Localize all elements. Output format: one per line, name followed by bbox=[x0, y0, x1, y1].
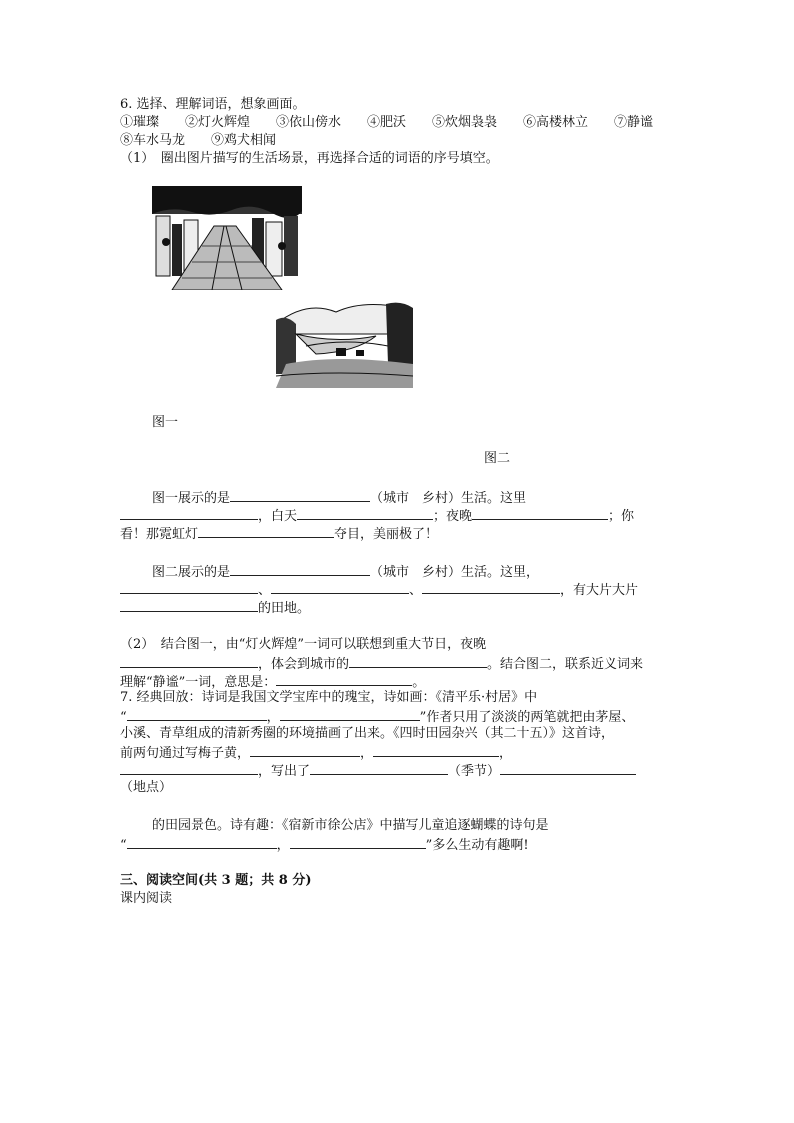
section-3-title: 三、阅读空间(共 3 题；共 8 分) bbox=[120, 873, 312, 888]
fig1-paragraph-line-2: ，白天 ；夜晚 ；你 bbox=[120, 506, 634, 526]
answer-blank[interactable] bbox=[120, 761, 258, 775]
sub-question-2-line-3: 理解“静谧”一词，意思是： 。 bbox=[120, 672, 425, 692]
answer-blank[interactable] bbox=[310, 761, 448, 775]
question-7-line-7: “ ， ”多么生动有趣啊! bbox=[120, 835, 529, 855]
answer-blank[interactable] bbox=[250, 743, 360, 757]
answer-blank[interactable] bbox=[373, 743, 499, 757]
fig2-paragraph-line-1: 图二展示的是 （城市 乡村）生活。这里， bbox=[152, 562, 539, 582]
fig1-paragraph-line-3: 看！那霓虹灯 夺目，美丽极了！ bbox=[120, 524, 438, 544]
answer-blank[interactable] bbox=[230, 488, 370, 502]
question-7-line-5: ，写出了 （季节） bbox=[120, 761, 636, 781]
answer-blank[interactable] bbox=[276, 672, 412, 686]
answer-blank[interactable] bbox=[349, 654, 487, 668]
question-7-line-1: 7. 经典回放：诗词是我国文学宝库中的瑰宝，诗如画：《清平乐·村居》中 bbox=[120, 690, 538, 705]
answer-blank[interactable] bbox=[127, 835, 277, 849]
question-7-line-2: “ ， ”作者只用了淡淡的两笔就把由茅屋、 bbox=[120, 707, 634, 727]
word-options-line-2: ⑧车水马龙 ⑨鸡犬相闻 bbox=[120, 133, 277, 148]
answer-blank[interactable] bbox=[297, 506, 433, 520]
answer-blank[interactable] bbox=[127, 707, 267, 721]
answer-blank[interactable] bbox=[120, 580, 258, 594]
answer-blank[interactable] bbox=[120, 506, 258, 520]
question-6-title: 6. 选择、理解词语，想象画面。 bbox=[120, 97, 306, 112]
section-3-subtitle: 课内阅读 bbox=[120, 891, 173, 906]
sub-question-1: （1） 圈出图片描写的生活场景，再选择合适的词语的序号填空。 bbox=[120, 151, 499, 166]
answer-blank[interactable] bbox=[500, 761, 636, 775]
answer-blank[interactable] bbox=[472, 506, 608, 520]
fig1-paragraph-line-1: 图一展示的是 （城市 乡村）生活。这里 bbox=[152, 488, 526, 508]
answer-blank[interactable] bbox=[290, 835, 426, 849]
answer-blank[interactable] bbox=[198, 524, 334, 538]
question-7-line-6: 的田园景色。诗有趣：《宿新市徐公店》中描写儿童追逐蝴蝶的诗句是 bbox=[152, 818, 549, 833]
figure-1-label: 图一 bbox=[152, 415, 179, 430]
question-7-location-hint: （地点） bbox=[120, 780, 173, 795]
answer-blank[interactable] bbox=[271, 580, 409, 594]
figure-2-label: 图二 bbox=[484, 451, 511, 466]
sub-question-2-line-2: ，体会到城市的 。结合图二，联系近义词来 bbox=[120, 654, 643, 674]
answer-blank[interactable] bbox=[280, 707, 420, 721]
answer-blank[interactable] bbox=[230, 562, 370, 576]
question-7-line-3: 小溪、青草组成的清新秀圈的环境描画了出来。《四时田园杂兴（其二十五）》这首诗， bbox=[120, 726, 615, 741]
answer-blank[interactable] bbox=[120, 598, 258, 612]
word-options-line-1: ①璀璨 ②灯火辉煌 ③依山傍水 ④肥沃 ⑤炊烟袅袅 ⑥高楼林立 ⑦静谧 bbox=[120, 115, 654, 130]
answer-blank[interactable] bbox=[422, 580, 560, 594]
fig2-paragraph-line-3: 的田地。 bbox=[120, 598, 310, 618]
question-7-line-4: 前两句通过写梅子黄， ， ， bbox=[120, 743, 512, 763]
village-illustration bbox=[276, 294, 413, 388]
fig2-paragraph-line-2: 、 、 ，有大片大片 bbox=[120, 580, 638, 600]
city-illustration bbox=[152, 186, 302, 290]
answer-blank[interactable] bbox=[120, 654, 258, 668]
sub-question-2-line-1: （2） 结合图一，由“灯火辉煌”一词可以联想到重大节日，夜晚 bbox=[120, 637, 487, 652]
